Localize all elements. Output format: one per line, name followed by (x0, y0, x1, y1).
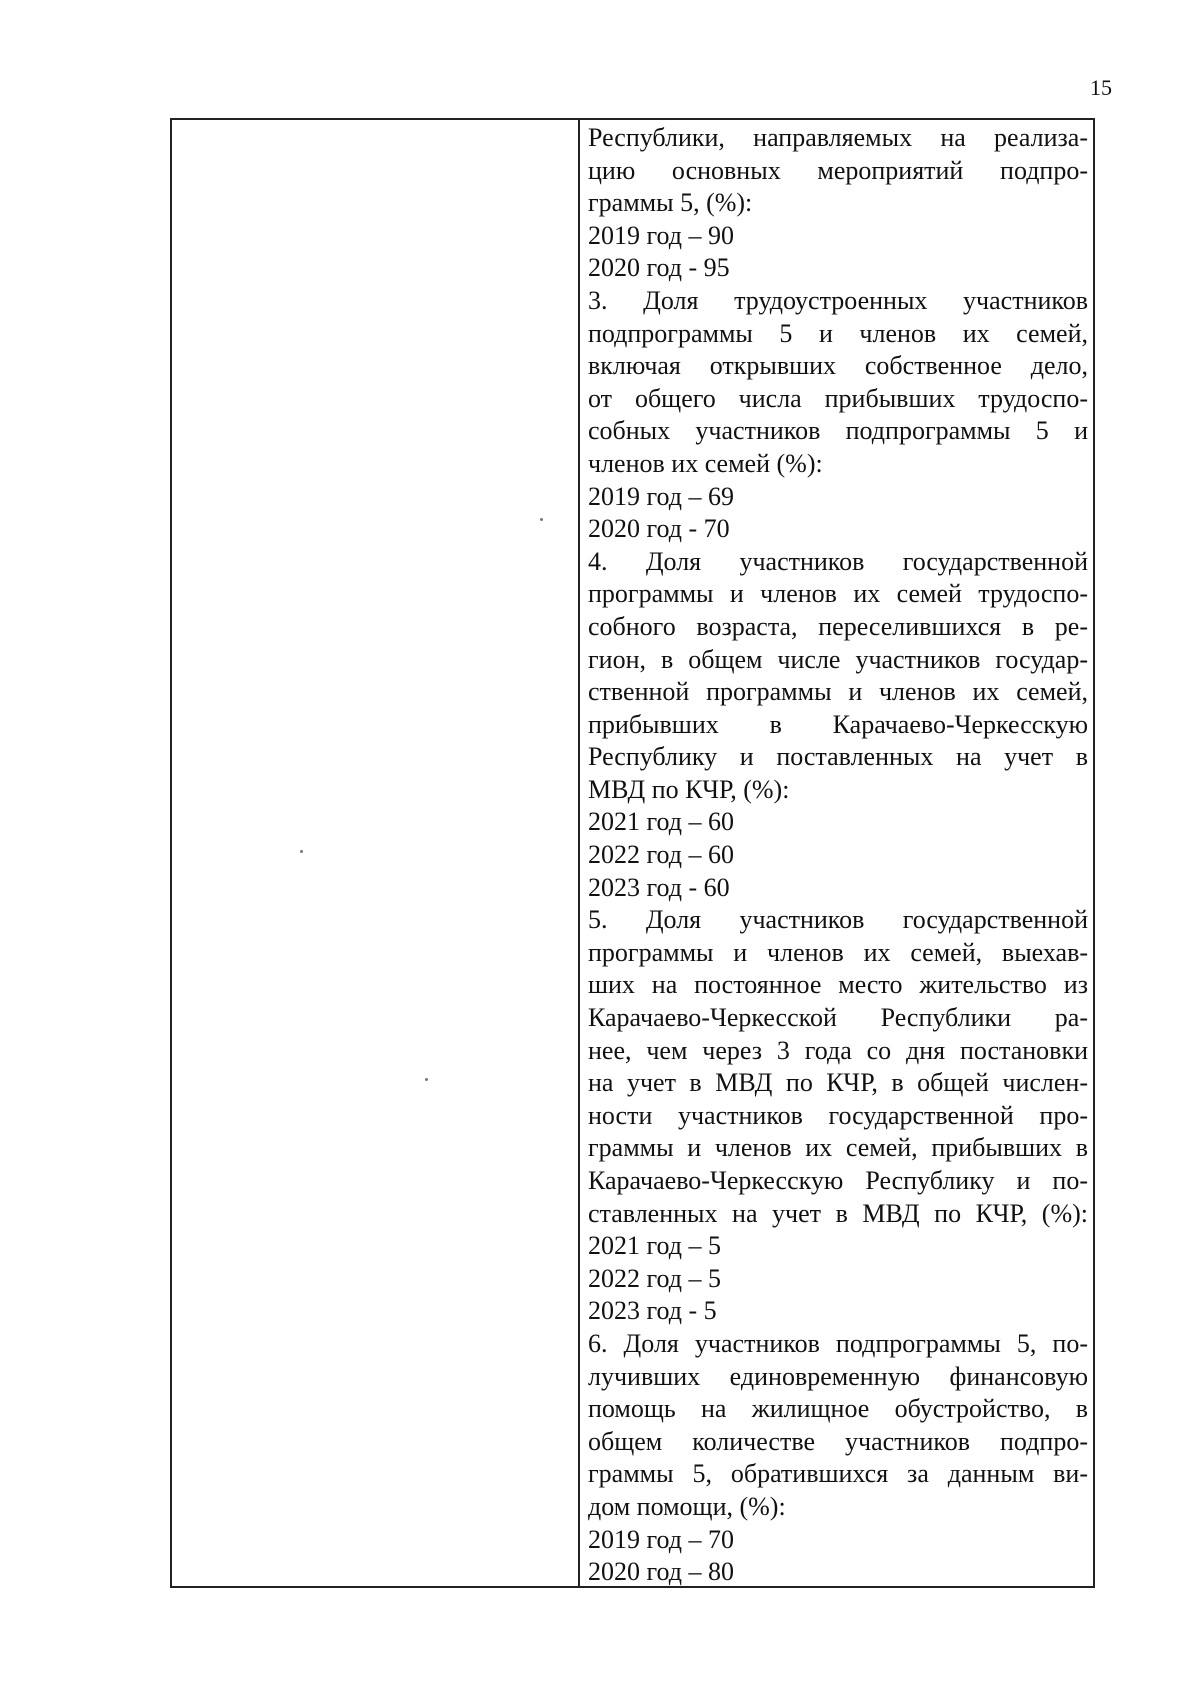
text-line: дом помощи, (%): (588, 1491, 786, 1521)
text-line: 4. Доля участников государственной (588, 546, 1088, 576)
column-divider (578, 120, 580, 1586)
text-line: включая открывших собственное дело, (588, 351, 1088, 381)
text-line: 2023 год - 5 (588, 1296, 717, 1326)
text-line: программы и членов их семей, выехав- (588, 937, 1088, 967)
table-left-cell (172, 120, 578, 1586)
text-line: помощь на жилищное обустройство, в (588, 1394, 1088, 1424)
text-line: Республики, направляемых на реализа- (588, 123, 1088, 152)
text-line: 3. Доля трудоустроенных участников (588, 285, 1088, 315)
scan-speck (300, 850, 303, 853)
scan-speck (425, 1078, 428, 1081)
text-line: собного возраста, переселившихся в ре- (588, 611, 1088, 641)
text-line: 5. Доля участников государственной (588, 905, 1088, 935)
text-line: 2021 год – 60 (588, 807, 734, 837)
text-line: на учет в МВД по КЧР, в общей числен- (588, 1068, 1088, 1098)
text-line: 2023 год - 60 (588, 872, 730, 902)
text-line: Карачаево-Черкесскую Республику и по- (588, 1166, 1088, 1195)
text-line: ности участников государственной про- (588, 1100, 1088, 1130)
indicator-table (170, 118, 1095, 1588)
text-line: лучивших единовременную финансовую (588, 1361, 1088, 1391)
text-line: 6. Доля участников подпрограммы 5, по- (588, 1328, 1088, 1358)
text-line: собных участников подпрограммы 5 и (588, 416, 1088, 446)
text-line: Карачаево-Черкесской Республики ра- (588, 1003, 1088, 1033)
text-line: 2020 год – 80 (588, 1557, 734, 1587)
text-line: членов их семей (%): (588, 448, 823, 478)
text-line: цию основных мероприятий подпро- (588, 155, 1088, 185)
text-line: 2022 год – 60 (588, 840, 734, 870)
text-line: 2019 год – 69 (588, 481, 734, 511)
text-line: 2019 год – 90 (588, 220, 734, 250)
text-line: 2019 год – 70 (588, 1524, 734, 1554)
text-line: граммы 5, (%): (588, 188, 753, 218)
table-right-cell (588, 122, 1088, 1589)
text-line: Республику и поставленных на учет в (588, 742, 1088, 772)
text-line: 2022 год – 5 (588, 1263, 721, 1293)
text-line: ших на постоянное место жительство из (588, 970, 1088, 1000)
text-line: ственной программы и членов их семей, (588, 677, 1088, 707)
text-line: граммы и членов их семей, прибывших в (588, 1133, 1088, 1163)
text-line: общем количестве участников подпро- (588, 1426, 1088, 1456)
text-line: от общего числа прибывших трудоспо- (588, 383, 1088, 413)
text-line: программы и членов их семей трудоспо- (588, 579, 1088, 609)
text-line: граммы 5, обратившихся за данным ви- (588, 1459, 1088, 1489)
text-line: гион, в общем числе участников государ- (588, 644, 1088, 674)
text-line: ставленных на учет в МВД по КЧР, (%): (588, 1198, 1088, 1228)
text-line: 2021 год – 5 (588, 1231, 721, 1261)
page-number: 15 (1090, 75, 1112, 100)
text-line: подпрограммы 5 и членов их семей, (588, 318, 1088, 348)
text-line: нее, чем через 3 года со дня постановки (588, 1035, 1088, 1065)
text-line: прибывших в Карачаево-Черкесскую (588, 709, 1088, 739)
text-line: 2020 год - 70 (588, 514, 730, 544)
text-line: 2020 год - 95 (588, 253, 730, 283)
text-line: МВД по КЧР, (%): (588, 774, 790, 804)
scan-speck (540, 518, 543, 521)
